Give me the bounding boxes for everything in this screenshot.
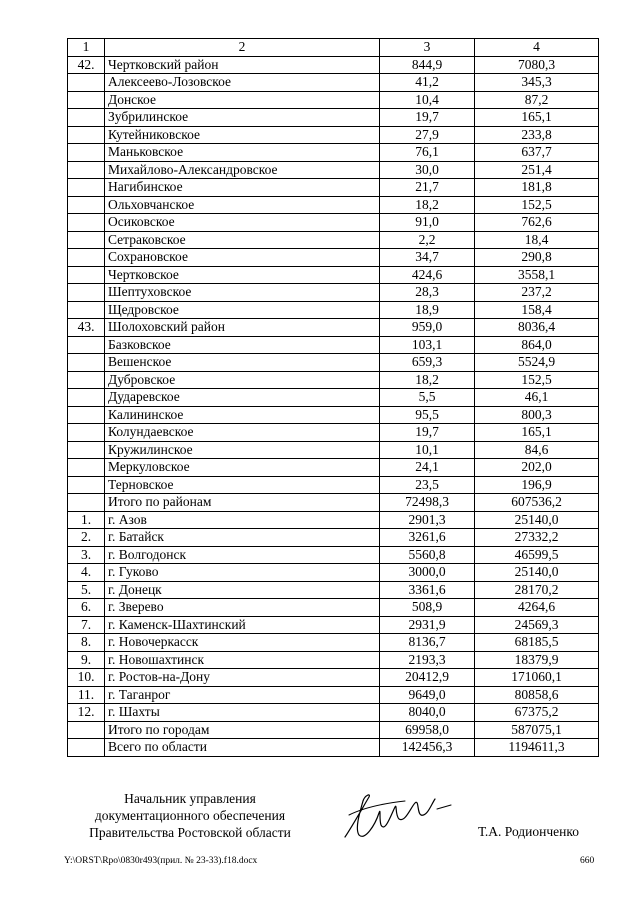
- row-value-4-cell: 158,4: [475, 301, 599, 319]
- row-value-3-cell: 8136,7: [380, 634, 475, 652]
- table-row: [68, 161, 599, 179]
- row-value-4-cell: 800,3: [475, 406, 599, 424]
- row-value-4-cell: 237,2: [475, 284, 599, 302]
- row-value-3-cell: 959,0: [380, 319, 475, 337]
- row-number-cell: [68, 406, 105, 424]
- row-name-cell: Всего по области: [105, 739, 380, 757]
- row-value-4-cell: 80858,6: [475, 686, 599, 704]
- handwritten-signature: [335, 785, 455, 847]
- row-value-4-cell: 8036,4: [475, 319, 599, 337]
- row-value-4-cell: 3558,1: [475, 266, 599, 284]
- row-value-4-cell: 87,2: [475, 91, 599, 109]
- row-value-4-cell: 345,3: [475, 74, 599, 92]
- row-number-cell: 9.: [68, 651, 105, 669]
- table-row: [68, 266, 599, 284]
- table-row: [68, 354, 599, 372]
- row-value-3-cell: 2901,3: [380, 511, 475, 529]
- row-number-cell: [68, 476, 105, 494]
- row-name-cell: Терновское: [105, 476, 380, 494]
- row-value-4-cell: 5524,9: [475, 354, 599, 372]
- signatory-title-line: Правительства Ростовской области: [89, 825, 291, 840]
- row-name-cell: Алексеево-Лозовское: [105, 74, 380, 92]
- row-name-cell: Сетраковское: [105, 231, 380, 249]
- row-value-3-cell: 18,2: [380, 371, 475, 389]
- table-row: [68, 441, 599, 459]
- row-number-cell: [68, 214, 105, 232]
- table-row: [68, 56, 599, 74]
- row-value-3-cell: 2,2: [380, 231, 475, 249]
- row-value-3-cell: 508,9: [380, 599, 475, 617]
- row-number-cell: [68, 459, 105, 477]
- row-name-cell: г. Каменск-Шахтинский: [105, 616, 380, 634]
- table-row: [68, 704, 599, 722]
- table-row: [68, 231, 599, 249]
- row-value-4-cell: 864,0: [475, 336, 599, 354]
- row-number-cell: 12.: [68, 704, 105, 722]
- row-value-3-cell: 91,0: [380, 214, 475, 232]
- row-name-cell: Зубрилинское: [105, 109, 380, 127]
- table-row: [68, 91, 599, 109]
- row-name-cell: г. Волгодонск: [105, 546, 380, 564]
- table-row: [68, 144, 599, 162]
- file-path: Y:\ORST\Rpo\0830r493(прил. № 23-33).f18.docx: [64, 856, 258, 866]
- row-name-cell: Донское: [105, 91, 380, 109]
- table-row: [68, 336, 599, 354]
- table-row: [68, 651, 599, 669]
- row-name-cell: г. Гуково: [105, 564, 380, 582]
- row-value-3-cell: 2193,3: [380, 651, 475, 669]
- signatory-title: [60, 790, 320, 841]
- table-row: [68, 406, 599, 424]
- row-name-cell: Осиковское: [105, 214, 380, 232]
- row-number-cell: [68, 389, 105, 407]
- row-value-3-cell: 24,1: [380, 459, 475, 477]
- row-value-4-cell: 28170,2: [475, 581, 599, 599]
- row-number-cell: 43.: [68, 319, 105, 337]
- row-value-4-cell: 251,4: [475, 161, 599, 179]
- table-header-row: [68, 39, 599, 57]
- row-value-3-cell: 424,6: [380, 266, 475, 284]
- row-value-4-cell: 202,0: [475, 459, 599, 477]
- row-value-4-cell: 607536,2: [475, 494, 599, 512]
- row-value-3-cell: 41,2: [380, 74, 475, 92]
- table-row: [68, 564, 599, 582]
- row-value-3-cell: 30,0: [380, 161, 475, 179]
- row-value-3-cell: 8040,0: [380, 704, 475, 722]
- table-row: [68, 319, 599, 337]
- row-value-4-cell: 46,1: [475, 389, 599, 407]
- row-number-cell: 8.: [68, 634, 105, 652]
- row-value-3-cell: 34,7: [380, 249, 475, 267]
- row-value-3-cell: 103,1: [380, 336, 475, 354]
- row-name-cell: г. Новошахтинск: [105, 651, 380, 669]
- row-number-cell: [68, 179, 105, 197]
- row-value-4-cell: 25140,0: [475, 564, 599, 582]
- row-number-cell: [68, 424, 105, 442]
- row-value-4-cell: 68185,5: [475, 634, 599, 652]
- row-number-cell: [68, 739, 105, 757]
- row-name-cell: Шолоховский район: [105, 319, 380, 337]
- signatory-title-line: Начальник управления: [124, 791, 256, 806]
- row-value-3-cell: 19,7: [380, 109, 475, 127]
- row-name-cell: г. Батайск: [105, 529, 380, 547]
- row-value-4-cell: 24569,3: [475, 616, 599, 634]
- row-number-cell: 2.: [68, 529, 105, 547]
- row-value-3-cell: 27,9: [380, 126, 475, 144]
- row-number-cell: 4.: [68, 564, 105, 582]
- row-value-3-cell: 72498,3: [380, 494, 475, 512]
- row-value-4-cell: 181,8: [475, 179, 599, 197]
- row-name-cell: Щедровское: [105, 301, 380, 319]
- row-number-cell: [68, 354, 105, 372]
- row-number-cell: 7.: [68, 616, 105, 634]
- signatory-name: Т.А. Родионченко: [478, 824, 579, 839]
- table-row: [68, 634, 599, 652]
- table-row: [68, 511, 599, 529]
- row-number-cell: [68, 74, 105, 92]
- row-value-4-cell: 587075,1: [475, 721, 599, 739]
- table-row: [68, 196, 599, 214]
- table-row: [68, 529, 599, 547]
- row-number-cell: [68, 196, 105, 214]
- row-value-3-cell: 95,5: [380, 406, 475, 424]
- row-value-3-cell: 2931,9: [380, 616, 475, 634]
- row-value-4-cell: 165,1: [475, 109, 599, 127]
- table-row: [68, 669, 599, 687]
- row-value-3-cell: 9649,0: [380, 686, 475, 704]
- row-name-cell: Чертковское: [105, 266, 380, 284]
- row-value-4-cell: 46599,5: [475, 546, 599, 564]
- table-row: [68, 109, 599, 127]
- row-name-cell: Меркуловское: [105, 459, 380, 477]
- row-value-4-cell: 27332,2: [475, 529, 599, 547]
- row-name-cell: Базковское: [105, 336, 380, 354]
- row-number-cell: [68, 721, 105, 739]
- row-value-3-cell: 21,7: [380, 179, 475, 197]
- row-value-4-cell: 152,5: [475, 196, 599, 214]
- row-value-3-cell: 18,9: [380, 301, 475, 319]
- row-value-3-cell: 10,1: [380, 441, 475, 459]
- row-number-cell: [68, 494, 105, 512]
- row-name-cell: г. Азов: [105, 511, 380, 529]
- table-row: [68, 126, 599, 144]
- table-row: [68, 74, 599, 92]
- table-row: [68, 546, 599, 564]
- row-value-3-cell: 19,7: [380, 424, 475, 442]
- signatory-title-line: документационного обеспечения: [94, 808, 286, 823]
- row-value-3-cell: 659,3: [380, 354, 475, 372]
- row-value-4-cell: 171060,1: [475, 669, 599, 687]
- table-row: [68, 284, 599, 302]
- row-value-3-cell: 5560,8: [380, 546, 475, 564]
- row-number-cell: 5.: [68, 581, 105, 599]
- row-value-4-cell: 67375,2: [475, 704, 599, 722]
- table-row: [68, 494, 599, 512]
- row-number-cell: [68, 336, 105, 354]
- row-number-cell: [68, 231, 105, 249]
- table-row: [68, 249, 599, 267]
- table-row: [68, 214, 599, 232]
- row-value-3-cell: 28,3: [380, 284, 475, 302]
- row-number-cell: 6.: [68, 599, 105, 617]
- row-number-cell: [68, 249, 105, 267]
- row-name-cell: Кутейниковское: [105, 126, 380, 144]
- table-row: [68, 371, 599, 389]
- row-number-cell: [68, 126, 105, 144]
- table-row: [68, 179, 599, 197]
- row-name-cell: Кружилинское: [105, 441, 380, 459]
- table-row: [68, 476, 599, 494]
- table-row: [68, 301, 599, 319]
- table-row: [68, 616, 599, 634]
- row-number-cell: 11.: [68, 686, 105, 704]
- row-number-cell: [68, 441, 105, 459]
- row-value-3-cell: 20412,9: [380, 669, 475, 687]
- row-value-3-cell: 5,5: [380, 389, 475, 407]
- row-value-4-cell: 762,6: [475, 214, 599, 232]
- row-number-cell: 1.: [68, 511, 105, 529]
- row-name-cell: г. Донецк: [105, 581, 380, 599]
- row-number-cell: [68, 266, 105, 284]
- row-value-4-cell: 18379,9: [475, 651, 599, 669]
- row-value-3-cell: 10,4: [380, 91, 475, 109]
- table-body: [68, 56, 599, 756]
- row-value-4-cell: 233,8: [475, 126, 599, 144]
- row-value-3-cell: 3361,6: [380, 581, 475, 599]
- row-name-cell: Калининское: [105, 406, 380, 424]
- table-row: [68, 459, 599, 477]
- row-value-4-cell: 290,8: [475, 249, 599, 267]
- row-value-4-cell: 4264,6: [475, 599, 599, 617]
- table-row: [68, 581, 599, 599]
- row-number-cell: [68, 284, 105, 302]
- row-name-cell: Чертковский район: [105, 56, 380, 74]
- row-name-cell: г. Новочеркасск: [105, 634, 380, 652]
- row-value-4-cell: 165,1: [475, 424, 599, 442]
- row-name-cell: Дударевское: [105, 389, 380, 407]
- row-name-cell: г. Шахты: [105, 704, 380, 722]
- table-row: [68, 739, 599, 757]
- row-number-cell: [68, 109, 105, 127]
- row-name-cell: г. Таганрог: [105, 686, 380, 704]
- row-value-4-cell: 152,5: [475, 371, 599, 389]
- row-name-cell: Колундаевское: [105, 424, 380, 442]
- header-cell-2: 2: [105, 39, 380, 57]
- row-name-cell: Маньковское: [105, 144, 380, 162]
- row-value-3-cell: 23,5: [380, 476, 475, 494]
- row-number-cell: 10.: [68, 669, 105, 687]
- row-name-cell: Сохрановское: [105, 249, 380, 267]
- row-value-3-cell: 76,1: [380, 144, 475, 162]
- row-number-cell: [68, 301, 105, 319]
- row-name-cell: г. Ростов-на-Дону: [105, 669, 380, 687]
- row-name-cell: г. Зверево: [105, 599, 380, 617]
- row-number-cell: [68, 161, 105, 179]
- table-row: [68, 721, 599, 739]
- row-name-cell: Михайлово-Александровское: [105, 161, 380, 179]
- header-cell-4: 4: [475, 39, 599, 57]
- row-value-4-cell: 7080,3: [475, 56, 599, 74]
- page-number: 660: [580, 856, 595, 866]
- row-number-cell: 42.: [68, 56, 105, 74]
- row-name-cell: Итого по городам: [105, 721, 380, 739]
- row-value-3-cell: 142456,3: [380, 739, 475, 757]
- table-row: [68, 599, 599, 617]
- row-name-cell: Вешенское: [105, 354, 380, 372]
- header-cell-3: 3: [380, 39, 475, 57]
- row-value-4-cell: 84,6: [475, 441, 599, 459]
- row-number-cell: [68, 371, 105, 389]
- row-value-4-cell: 196,9: [475, 476, 599, 494]
- row-name-cell: Дубровское: [105, 371, 380, 389]
- row-value-4-cell: 18,4: [475, 231, 599, 249]
- row-name-cell: Нагибинское: [105, 179, 380, 197]
- row-value-3-cell: 3261,6: [380, 529, 475, 547]
- row-value-3-cell: 844,9: [380, 56, 475, 74]
- row-value-4-cell: 1194611,3: [475, 739, 599, 757]
- row-value-3-cell: 3000,0: [380, 564, 475, 582]
- row-name-cell: Итого по районам: [105, 494, 380, 512]
- header-cell-1: 1: [68, 39, 105, 57]
- row-number-cell: [68, 144, 105, 162]
- row-value-4-cell: 637,7: [475, 144, 599, 162]
- table-row: [68, 389, 599, 407]
- row-value-4-cell: 25140,0: [475, 511, 599, 529]
- row-name-cell: Ольховчанское: [105, 196, 380, 214]
- table-row: [68, 686, 599, 704]
- row-value-3-cell: 69958,0: [380, 721, 475, 739]
- data-table: [67, 38, 599, 757]
- row-name-cell: Шептуховское: [105, 284, 380, 302]
- table-row: [68, 424, 599, 442]
- row-value-3-cell: 18,2: [380, 196, 475, 214]
- row-number-cell: [68, 91, 105, 109]
- row-number-cell: 3.: [68, 546, 105, 564]
